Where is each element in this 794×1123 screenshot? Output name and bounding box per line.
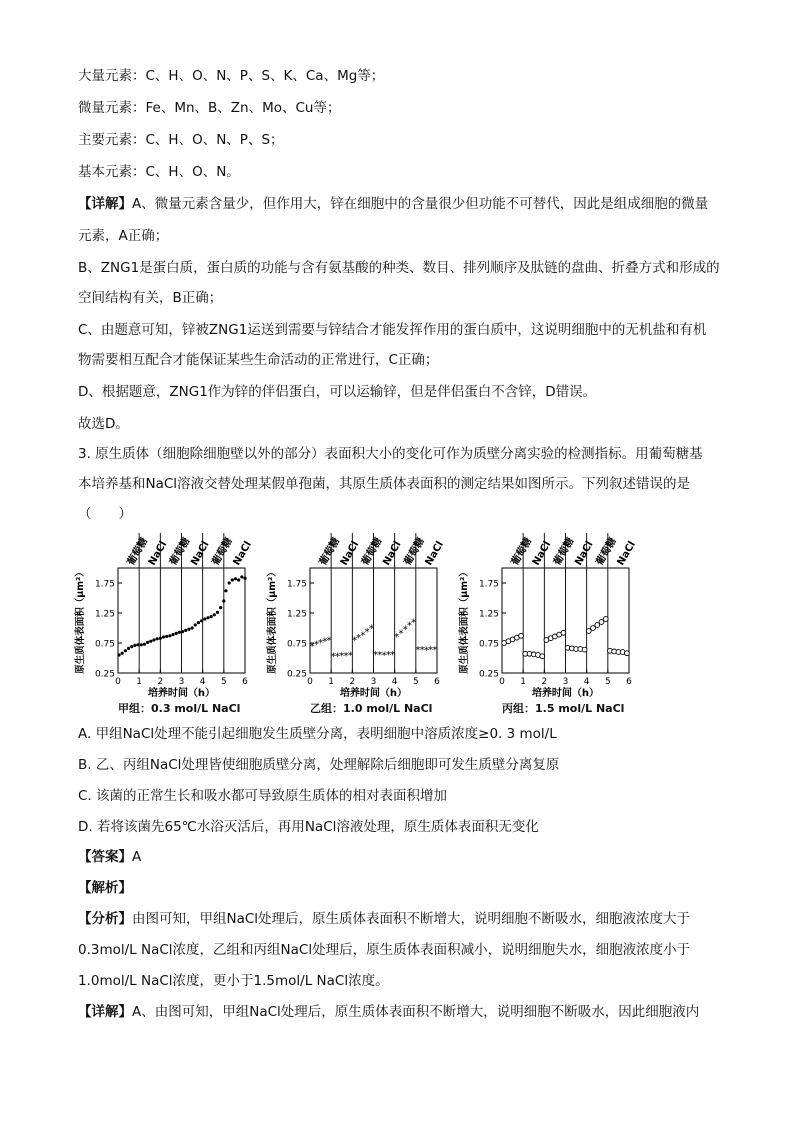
data-point <box>540 654 545 659</box>
text-line: C、由题意可知，锌被ZNG1运送到需要与锌结合才能发挥作用的蛋白质中，这说明细胞中的无机盐和有机 <box>78 322 707 338</box>
y-tick-label: 1.25 <box>94 609 115 620</box>
data-point: * <box>385 649 391 661</box>
y-axis-label: 原生质体表面积（μm²） <box>459 567 470 674</box>
text-line: 物需要相互配合才能保证某些生命活动的正常进行，C正确； <box>78 352 439 368</box>
basic-elements-line: 基本元素：C、H、O、N。 <box>78 164 240 180</box>
x-tick-label: 6 <box>242 677 248 687</box>
data-point <box>143 643 146 646</box>
phase-label: NaCl <box>338 539 362 568</box>
x-tick-label: 1 <box>520 677 527 687</box>
data-point <box>184 629 187 632</box>
text-line: 元素，A正确； <box>78 228 169 244</box>
data-point <box>171 633 174 636</box>
y-tick-label: 0.25 <box>94 669 115 680</box>
data-point: * <box>406 620 412 632</box>
x-tick-label: 3 <box>562 677 569 687</box>
analysis-line <box>78 909 690 929</box>
data-point <box>130 645 133 648</box>
data-point <box>194 623 197 626</box>
data-point: * <box>432 645 438 657</box>
data-point <box>146 641 149 644</box>
data-point <box>190 626 193 629</box>
data-point: * <box>322 636 328 648</box>
data-point <box>127 647 130 650</box>
data-point: * <box>318 637 324 649</box>
data-point <box>187 628 190 631</box>
phase-label: NaCl <box>381 539 404 568</box>
detail-text: A、由图可知，甲组NaCl处理后，原生质体表面积不断增大，说明细胞不断吸水，因此细胞液内 <box>132 1004 700 1020</box>
analysis-heading: 【解析】 <box>78 880 132 896</box>
detail-text: A、微量元素含量少，但作用大，锌在细胞中的含量很少但功能不可替代，因此是组成细胞的微量 <box>132 196 709 212</box>
data-point <box>228 581 231 584</box>
x-tick-label: 4 <box>583 677 590 687</box>
data-point <box>213 613 216 616</box>
x-tick-label: 2 <box>157 677 164 687</box>
main-elements-line: 主要元素：C、H、O、N、P、S； <box>78 132 284 148</box>
y-tick-label: 1.75 <box>286 579 307 590</box>
y-tick-label: 0.25 <box>286 669 307 680</box>
y-tick-label: 0.75 <box>94 639 115 650</box>
x-tick-label: 5 <box>604 677 611 687</box>
data-point: * <box>423 645 429 657</box>
data-point: * <box>347 650 353 662</box>
data-point: * <box>364 627 370 639</box>
chart-caption: 乙组：1.0 mol/L NaCl <box>310 702 433 715</box>
x-axis-label: 培养时间（h） <box>531 688 600 698</box>
question-3-line: 本培养基和NaCl溶液交替处理某假单孢菌，其原生质体表面积的测定结果如图所示。下列叙述错误的是 <box>78 476 691 492</box>
y-tick-label: 1.75 <box>94 579 115 590</box>
phase-label: NaCl <box>231 539 254 568</box>
data-point <box>216 611 219 614</box>
data-point <box>149 640 152 643</box>
analysis-line: 0.3mol/L NaCl浓度，乙组和丙组NaCl处理后，原生质体表面积减小，说明细胞失水，细胞液浓度小于 <box>78 942 691 958</box>
data-point <box>624 651 629 656</box>
chart-group-yi <box>262 528 447 718</box>
option-c: C. 该菌的正常生长和吸水都可导致原生质体的相对表面积增加 <box>78 788 448 804</box>
data-point: * <box>398 628 404 640</box>
option-a: A. 甲组NaCl处理不能引起细胞发生质壁分离，表明细胞中溶质浓度≥0. 3 mol/L <box>78 726 557 742</box>
question-3-line: 3. 原生质体（细胞除细胞壁以外的部分）表面积大小的变化可作为质壁分离实验的检测指标。用葡萄糖基 <box>78 446 703 462</box>
data-point <box>121 652 124 655</box>
data-point <box>591 626 596 631</box>
data-point: * <box>326 635 332 647</box>
x-tick-label: 5 <box>220 677 227 687</box>
text-line: D、根据题意，ZNG1作为锌的伴侣蛋白，可以运输锌，但是伴侣蛋白不含锌，D错误。 <box>78 384 597 400</box>
phase-label: 葡萄糖 <box>210 536 235 568</box>
phase-label: 葡萄糖 <box>167 536 193 568</box>
phase-label: NaCl <box>189 539 212 568</box>
y-tick-label: 1.25 <box>478 609 499 620</box>
data-point: * <box>394 631 400 643</box>
data-point <box>200 619 203 622</box>
data-point: * <box>402 624 408 636</box>
data-point <box>162 635 165 638</box>
phase-label: 葡萄糖 <box>594 536 619 568</box>
data-point <box>231 578 234 581</box>
data-point: * <box>360 630 366 642</box>
data-point <box>210 615 213 618</box>
data-point <box>586 629 591 634</box>
phase-label: NaCl <box>573 539 596 568</box>
data-point <box>599 620 604 625</box>
data-point: * <box>313 639 319 651</box>
data-point <box>603 617 608 622</box>
x-tick-label: 2 <box>541 677 548 687</box>
option-b: B. 乙、丙组NaCl处理皆使细胞质壁分离，处理解除后细胞即可发生质壁分离复原 <box>78 757 560 773</box>
data-point: * <box>373 649 379 661</box>
x-axis-label: 培养时间（h） <box>339 688 408 698</box>
y-axis-label: 原生质体表面积（μm²） <box>75 567 86 674</box>
answer-tag: 【答案】 <box>78 849 132 865</box>
answer-line <box>78 847 141 867</box>
phase-label: 葡萄糖 <box>551 536 577 568</box>
data-point: * <box>339 651 345 663</box>
phase-label: NaCl <box>146 539 170 568</box>
data-point <box>124 649 127 652</box>
x-tick-label: 0 <box>499 677 505 687</box>
data-point <box>168 634 171 637</box>
x-tick-label: 1 <box>136 677 143 687</box>
data-point <box>181 630 184 633</box>
data-point: * <box>428 645 434 657</box>
question-3-blank: （ ） <box>78 506 132 522</box>
y-tick-label: 0.75 <box>478 639 499 650</box>
detail-tag: 【详解】 <box>78 196 132 212</box>
x-tick-label: 5 <box>412 677 419 687</box>
y-tick-label: 0.25 <box>478 669 499 680</box>
x-tick-label: 6 <box>626 677 632 687</box>
chart-caption: 丙组：1.5 mol/L NaCl <box>502 702 625 715</box>
x-tick-label: 3 <box>178 677 185 687</box>
data-point <box>224 589 227 592</box>
data-point <box>219 606 222 609</box>
x-tick-label: 6 <box>434 677 440 687</box>
detail-tag: 【详解】 <box>78 1004 132 1020</box>
data-point <box>178 631 181 634</box>
data-point <box>237 578 240 581</box>
data-point: * <box>381 650 387 662</box>
data-point: * <box>351 635 357 647</box>
data-point <box>243 577 246 580</box>
x-tick-label: 4 <box>199 677 206 687</box>
data-point <box>137 643 140 646</box>
data-point <box>140 643 143 646</box>
y-tick-label: 1.25 <box>286 609 307 620</box>
data-point <box>152 638 155 641</box>
analysis-tag: 【分析】 <box>78 911 132 927</box>
data-point: * <box>309 641 315 653</box>
data-point: * <box>411 617 417 629</box>
macro-elements-line: 大量元素：C、H、O、N、P、S、K、Ca、Mg等； <box>78 68 385 84</box>
phase-label: 葡萄糖 <box>125 536 151 568</box>
data-point: * <box>368 623 374 635</box>
data-point: * <box>415 645 421 657</box>
data-point <box>156 637 159 640</box>
x-axis-label: 培养时间（h） <box>147 688 216 698</box>
detail-paragraph-line <box>78 194 708 214</box>
data-point <box>175 632 178 635</box>
option-d: D. 若将该菌先65℃水浴灭活后，再用NaCl溶液处理，原生质体表面积无变化 <box>78 819 539 835</box>
data-point: * <box>330 651 336 663</box>
data-point <box>117 653 120 656</box>
chart-group-bing <box>454 528 639 718</box>
x-tick-label: 0 <box>307 677 313 687</box>
data-point: * <box>356 633 362 645</box>
answer-value: A <box>132 849 142 865</box>
text-line: B、ZNG1是蛋白质，蛋白质的功能与含有氨基酸的种类、数目、排列顺序及肽链的盘曲、折叠方式和形成的 <box>78 260 720 276</box>
choice-line: 故选D。 <box>78 416 129 432</box>
text-line: 空间结构有关，B正确； <box>78 290 223 306</box>
detail-line <box>78 1002 699 1022</box>
analysis-text: 由图可知，甲组NaCl处理后，原生质体表面积不断增大，说明细胞不断吸水，细胞液浓度大于 <box>132 911 691 927</box>
data-point <box>240 575 243 578</box>
data-point: * <box>343 651 349 663</box>
chart-svg <box>70 528 255 698</box>
data-point <box>203 617 206 620</box>
data-point: * <box>419 645 425 657</box>
x-tick-label: 3 <box>370 677 377 687</box>
data-point <box>133 644 136 647</box>
phase-label: NaCl <box>615 539 638 568</box>
data-point <box>595 623 600 628</box>
phase-label: 葡萄糖 <box>402 536 427 568</box>
analysis-line: 1.0mol/L NaCl浓度，更小于1.5mol/L NaCl浓度。 <box>78 973 389 989</box>
chart-svg <box>454 528 639 698</box>
data-point <box>165 635 168 638</box>
x-tick-label: 1 <box>328 677 335 687</box>
figure-charts <box>70 528 730 718</box>
data-point <box>519 633 524 638</box>
data-point <box>159 637 162 640</box>
data-point <box>561 630 566 635</box>
phase-label: NaCl <box>530 539 554 568</box>
phase-label: 葡萄糖 <box>359 536 385 568</box>
data-point <box>234 577 237 580</box>
phase-label: 葡萄糖 <box>317 536 343 568</box>
data-point <box>206 616 209 619</box>
y-axis-label: 原生质体表面积（μm²） <box>267 567 278 674</box>
x-tick-label: 4 <box>391 677 398 687</box>
chart-svg <box>262 528 447 698</box>
trace-elements-line: 微量元素：Fe、Mn、B、Zn、Mo、Cu等； <box>78 100 341 116</box>
phase-label: NaCl <box>423 539 446 568</box>
chart-group-jia <box>70 528 255 718</box>
chart-caption: 甲组：0.3 mol/L NaCl <box>118 702 241 715</box>
data-point: * <box>390 649 396 661</box>
data-point: * <box>377 649 383 661</box>
x-tick-label: 2 <box>349 677 356 687</box>
data-point <box>582 647 587 652</box>
data-point <box>222 599 225 602</box>
phase-label: 葡萄糖 <box>509 536 535 568</box>
data-point <box>197 621 200 624</box>
y-tick-label: 0.75 <box>286 639 307 650</box>
data-point: * <box>335 651 341 663</box>
x-tick-label: 0 <box>115 677 121 687</box>
y-tick-label: 1.75 <box>478 579 499 590</box>
